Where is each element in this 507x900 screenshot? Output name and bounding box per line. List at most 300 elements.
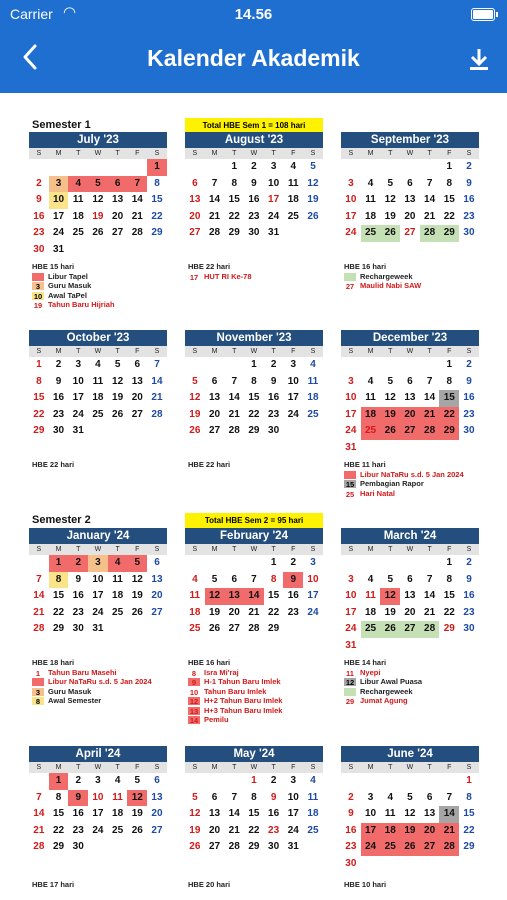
month-calendar [29,132,167,258]
legend-entry [188,696,338,706]
legend-swatch: 17 [189,272,199,282]
day-cell: 14 [33,808,45,819]
day-cell: 2 [55,359,62,370]
weekday-name: T [388,150,393,157]
day-cell: 3 [348,375,354,387]
day-cell: 12 [205,588,225,605]
legend-entry [344,696,494,706]
month-calendar [185,528,323,638]
empty-cell [147,839,167,856]
day-cell: 20 [228,606,240,618]
empty-cell [439,773,459,790]
weekday-name: M [211,348,218,355]
month-title: February '24 [185,528,323,544]
day-cell: 8 [251,791,257,803]
legend-label: H-1 Tahun Baru Imlek [204,677,281,686]
day-cell: 4 [310,775,316,786]
day-cell: 22 [463,824,475,836]
day-cell: 15 [443,590,455,601]
day-cell: 1 [49,773,69,790]
day-cell: 23 [268,408,280,420]
weekday-name: F [291,764,296,771]
day-cell: 3 [348,177,354,189]
wifi-icon: ◠ [63,4,77,21]
week-row [185,605,323,622]
day-cell: 22 [151,210,163,222]
legend-entry [188,668,338,678]
empty-cell [380,159,400,176]
empty-cell [439,856,459,873]
day-cell: 29 [33,425,45,436]
day-cell: 14 [131,194,143,205]
download-button[interactable] [469,48,489,72]
semester-1-label: Semester 1 [32,119,91,131]
weekday-name: M [367,546,374,553]
day-cell: 21 [424,210,436,222]
day-cell: 25 [307,824,319,836]
empty-cell [420,856,440,873]
day-cell: 25 [189,623,201,634]
day-cell: 19 [131,590,143,601]
empty-cell [147,423,167,440]
weekday-name: T [76,348,81,355]
day-cell: 30 [72,623,84,634]
legend-swatch: 27 [345,282,355,291]
day-cell: 18 [361,407,381,424]
empty-cell [400,440,420,457]
day-cell: 18 [287,194,299,205]
day-cell: 3 [367,791,374,803]
weekday-name: F [135,150,140,157]
day-cell: 23 [287,606,299,618]
day-cell: 3 [95,775,101,786]
day-cell: 6 [192,177,198,189]
day-cell: 27 [131,408,143,420]
day-cell: 24 [345,425,357,436]
day-cell: 1 [446,161,453,172]
day-cell: 17 [345,210,357,222]
day-cell: 5 [134,775,141,786]
day-cell: 30 [52,425,65,436]
day-cell: 8 [466,791,472,803]
empty-cell [361,440,381,457]
day-cell: 16 [248,194,260,205]
day-cell: 27 [420,839,440,856]
day-cell: 22 [33,408,45,420]
weekday-name: S [154,150,160,157]
day-cell: 13 [424,808,436,819]
day-cell: 3 [49,176,69,193]
day-cell: 11 [189,590,201,601]
day-cell: 23 [463,606,475,618]
day-cell: 15 [52,590,65,601]
empty-cell [303,225,323,242]
hbe-count: HBE 11 hari [344,460,386,469]
weekday-name: M [55,348,62,355]
week-row [185,423,323,440]
week-row [341,572,479,589]
day-cell: 22 [52,824,65,836]
legend-entry [344,668,494,678]
day-cell: 17 [72,392,84,403]
day-cell: 3 [75,359,81,370]
day-cell: 30 [463,227,475,238]
legend-entry [188,687,338,697]
week-row [29,407,167,424]
weekday-name: T [232,546,237,553]
day-cell: 22 [443,606,455,618]
day-cell: 30 [268,841,280,852]
day-cell: 13 [404,392,416,403]
legend-label: Jumat Agung [360,696,408,705]
day-cell: 25 [112,824,124,836]
day-cell: 2 [251,161,257,172]
month-title: April '24 [29,746,167,762]
weekday-name: M [211,764,218,771]
day-cell: 7 [231,791,237,803]
semester-2-label: Semester 2 [32,514,91,526]
day-cell: 3 [348,573,354,585]
day-cell: 7 [426,177,433,189]
week-row [341,856,479,873]
empty-cell [400,638,420,655]
weekday-header [29,544,167,555]
day-cell: 5 [310,161,316,172]
day-cell: 17 [361,823,381,840]
battery-icon [471,8,495,21]
day-cell: 10 [287,791,299,803]
week-row [29,374,167,391]
empty-cell [147,621,167,638]
legend-label: Pembagian Rapor [360,479,424,488]
week-row [185,192,323,209]
weekday-name: T [76,546,81,553]
empty-cell [380,638,400,655]
legend-entry [344,677,494,687]
day-cell: 4 [108,555,128,572]
day-cell: 1 [251,359,257,370]
day-cell: 1 [147,159,167,176]
weekday-name: S [466,764,472,771]
day-cell: 4 [114,775,121,786]
hbe-count: HBE 17 hari [32,880,75,889]
legend-entry [188,706,338,716]
empty-cell [205,773,225,790]
status-time: 14.56 [234,6,273,23]
empty-cell [127,242,147,259]
weekday-header [341,762,479,773]
day-cell: 1 [36,359,42,370]
month-calendar [341,746,479,872]
day-cell: 16 [72,590,84,601]
empty-cell [108,242,128,259]
weekday-name: T [76,764,81,771]
empty-cell [185,159,205,176]
month-legend [32,658,182,706]
weekday-name: W [250,546,258,553]
weekday-name: F [447,348,452,355]
day-cell: 14 [424,194,436,205]
week-row [185,806,323,823]
day-cell: 2 [290,557,297,568]
day-cell: 6 [407,177,413,189]
legend-entry [32,281,182,291]
weekday-name: M [211,546,218,553]
day-cell: 22 [268,606,280,618]
day-cell: 1 [231,161,237,172]
day-cell: 9 [36,194,42,205]
day-cell: 9 [251,177,257,189]
day-cell: 21 [248,606,260,618]
day-cell: 4 [387,791,393,803]
weekday-name: T [76,150,81,157]
weekday-name: M [367,764,374,771]
month-calendar [185,746,323,856]
week-row [341,621,479,638]
day-cell: 5 [387,177,393,189]
weekday-header [185,346,323,357]
day-cell: 26 [112,408,124,420]
empty-cell [361,638,381,655]
day-cell: 25 [361,225,381,242]
legend-entry [344,489,494,499]
hbe-count: HBE 16 hari [188,658,231,667]
day-cell: 8 [446,573,453,585]
day-cell: 21 [208,210,221,222]
empty-cell [400,555,420,572]
day-cell: 26 [189,425,201,436]
day-cell: 5 [387,375,393,387]
weekday-name: F [291,348,296,355]
day-cell: 15 [463,808,475,819]
day-cell: 30 [248,227,260,238]
page-title: Kalender Akademik [147,45,360,71]
empty-cell [283,225,303,242]
day-cell: 30 [72,841,84,852]
day-cell: 8 [446,375,453,387]
day-cell: 4 [367,375,374,387]
empty-cell [108,621,128,638]
legend-label: Rechargeweek [360,686,413,696]
day-cell: 4 [95,359,101,370]
day-cell: 14 [228,392,240,403]
day-cell: 21 [228,824,240,836]
day-cell: 28 [439,839,459,856]
weekday-name: S [36,348,42,355]
day-cell: 13 [404,194,416,205]
weekday-name: S [154,348,160,355]
legend-label: Libur Awal Puasa [360,677,423,686]
day-cell: 29 [463,841,475,852]
month-title: July '23 [29,132,167,148]
week-row [29,192,167,209]
day-cell: 11 [112,791,123,803]
week-row [341,407,479,424]
empty-cell [49,159,69,176]
legend-entry [344,470,494,480]
day-cell: 8 [36,375,42,387]
legend-swatch: 15 [345,480,355,489]
week-row [29,572,167,589]
legend-label: Tahun Baru Imlek [204,686,267,696]
empty-cell [88,839,108,856]
legend-label: Nyepi [360,667,381,677]
week-row [185,773,323,790]
day-cell: 6 [134,359,141,370]
legend-label: Guru Masuk [48,281,92,290]
legend-label: Rechargeweek [360,271,413,281]
empty-cell [439,638,459,655]
week-row [341,555,479,572]
weekday-header [185,148,323,159]
month-calendar [29,746,167,856]
day-cell: 12 [92,194,104,205]
week-row [341,192,479,209]
day-cell: 24 [52,227,65,238]
day-cell: 23 [248,210,260,222]
legend-entry [32,677,182,687]
day-cell: 26 [400,839,420,856]
weekday-name: M [367,150,374,157]
weekday-name: M [367,348,374,355]
empty-cell [205,357,225,374]
empty-cell [127,159,147,176]
empty-cell [185,555,205,572]
legend-entry [344,281,494,291]
day-cell: 9 [270,791,277,803]
week-row [185,823,323,840]
day-cell: 15 [52,808,65,819]
weekday-name: T [232,150,237,157]
day-cell: 21 [420,407,440,424]
week-row [341,423,479,440]
day-cell: 4 [310,359,316,370]
day-cell: 7 [426,375,433,387]
weekday-header [185,544,323,555]
day-cell: 19 [400,823,420,840]
week-row [185,588,323,605]
day-cell: 9 [75,573,81,585]
day-cell: 12 [307,177,319,189]
legend-label: Libur Tapel [48,271,88,281]
day-cell: 18 [380,823,400,840]
day-cell: 28 [33,841,45,852]
legend-swatch: 3 [32,282,44,290]
day-cell: 9 [283,572,303,589]
day-cell: 7 [446,791,453,803]
week-row [29,176,167,193]
weekday-name: W [250,764,258,771]
empty-cell [88,242,108,259]
weekday-name: T [427,546,432,553]
day-cell: 6 [407,375,413,387]
hbe-count: HBE 14 hari [344,658,387,667]
day-cell: 15 [33,392,45,403]
week-row [341,374,479,391]
empty-cell [361,159,381,176]
hbe-count: HBE 22 hari [188,460,231,469]
day-cell: 7 [36,791,42,803]
empty-cell [420,638,440,655]
day-cell: 24 [287,824,299,836]
empty-cell [68,242,88,259]
day-cell: 21 [131,210,143,222]
weekday-name: S [36,546,42,553]
empty-cell [88,159,108,176]
day-cell: 25 [92,408,104,420]
hbe-count: HBE 15 hari [32,262,75,271]
legend-swatch: 12 [345,678,355,687]
day-cell: 18 [307,808,319,819]
day-cell: 25 [380,839,400,856]
day-cell: 11 [307,791,319,803]
weekday-name: T [232,348,237,355]
day-cell: 29 [228,227,240,238]
empty-cell [283,621,303,638]
empty-cell [400,773,420,790]
day-cell: 24 [307,606,319,618]
empty-cell [147,242,167,259]
day-cell: 29 [248,841,260,852]
day-cell: 9 [68,790,88,807]
day-cell: 1 [251,775,257,786]
day-cell: 8 [251,375,257,387]
day-cell: 8 [55,791,62,803]
empty-cell [420,357,440,374]
empty-cell [283,423,303,440]
week-row [29,773,167,790]
weekday-name: S [466,150,472,157]
legend-label: H+2 Tahun Baru Imlek [204,696,283,705]
week-row [185,839,323,856]
day-cell: 17 [92,808,104,819]
day-cell: 28 [33,623,45,634]
weekday-name: S [466,546,472,553]
day-cell: 16 [72,808,84,819]
day-cell: 27 [400,621,420,638]
day-cell: 1 [270,557,277,568]
empty-cell [380,357,400,374]
day-cell: 26 [208,623,221,634]
legend-swatch [344,688,356,696]
week-row [341,440,479,457]
legend-entry [32,300,182,310]
weekday-name: T [271,546,276,553]
day-cell: 14 [424,590,436,601]
day-cell: 31 [345,441,357,453]
legend-entry [32,668,182,678]
day-cell: 2 [466,161,472,172]
day-cell: 19 [92,210,104,222]
day-cell: 11 [365,590,376,601]
day-cell: 17 [307,590,319,601]
calendar-content [0,93,507,900]
empty-cell [341,159,361,176]
weekday-name: W [406,348,414,355]
legend-label: Tahun Baru Masehi [48,667,117,677]
week-row [29,423,167,440]
legend-label: Libur NaTaRu s.d. 5 Jan 2024 [360,469,464,479]
day-cell: 23 [268,824,280,836]
day-cell: 10 [92,573,104,585]
day-cell: 5 [192,375,198,387]
day-cell: 12 [404,808,416,819]
day-cell: 18 [92,392,104,403]
day-cell: 17 [92,590,104,601]
day-cell: 16 [268,392,280,403]
day-cell: 28 [228,841,240,852]
day-cell: 6 [426,791,433,803]
